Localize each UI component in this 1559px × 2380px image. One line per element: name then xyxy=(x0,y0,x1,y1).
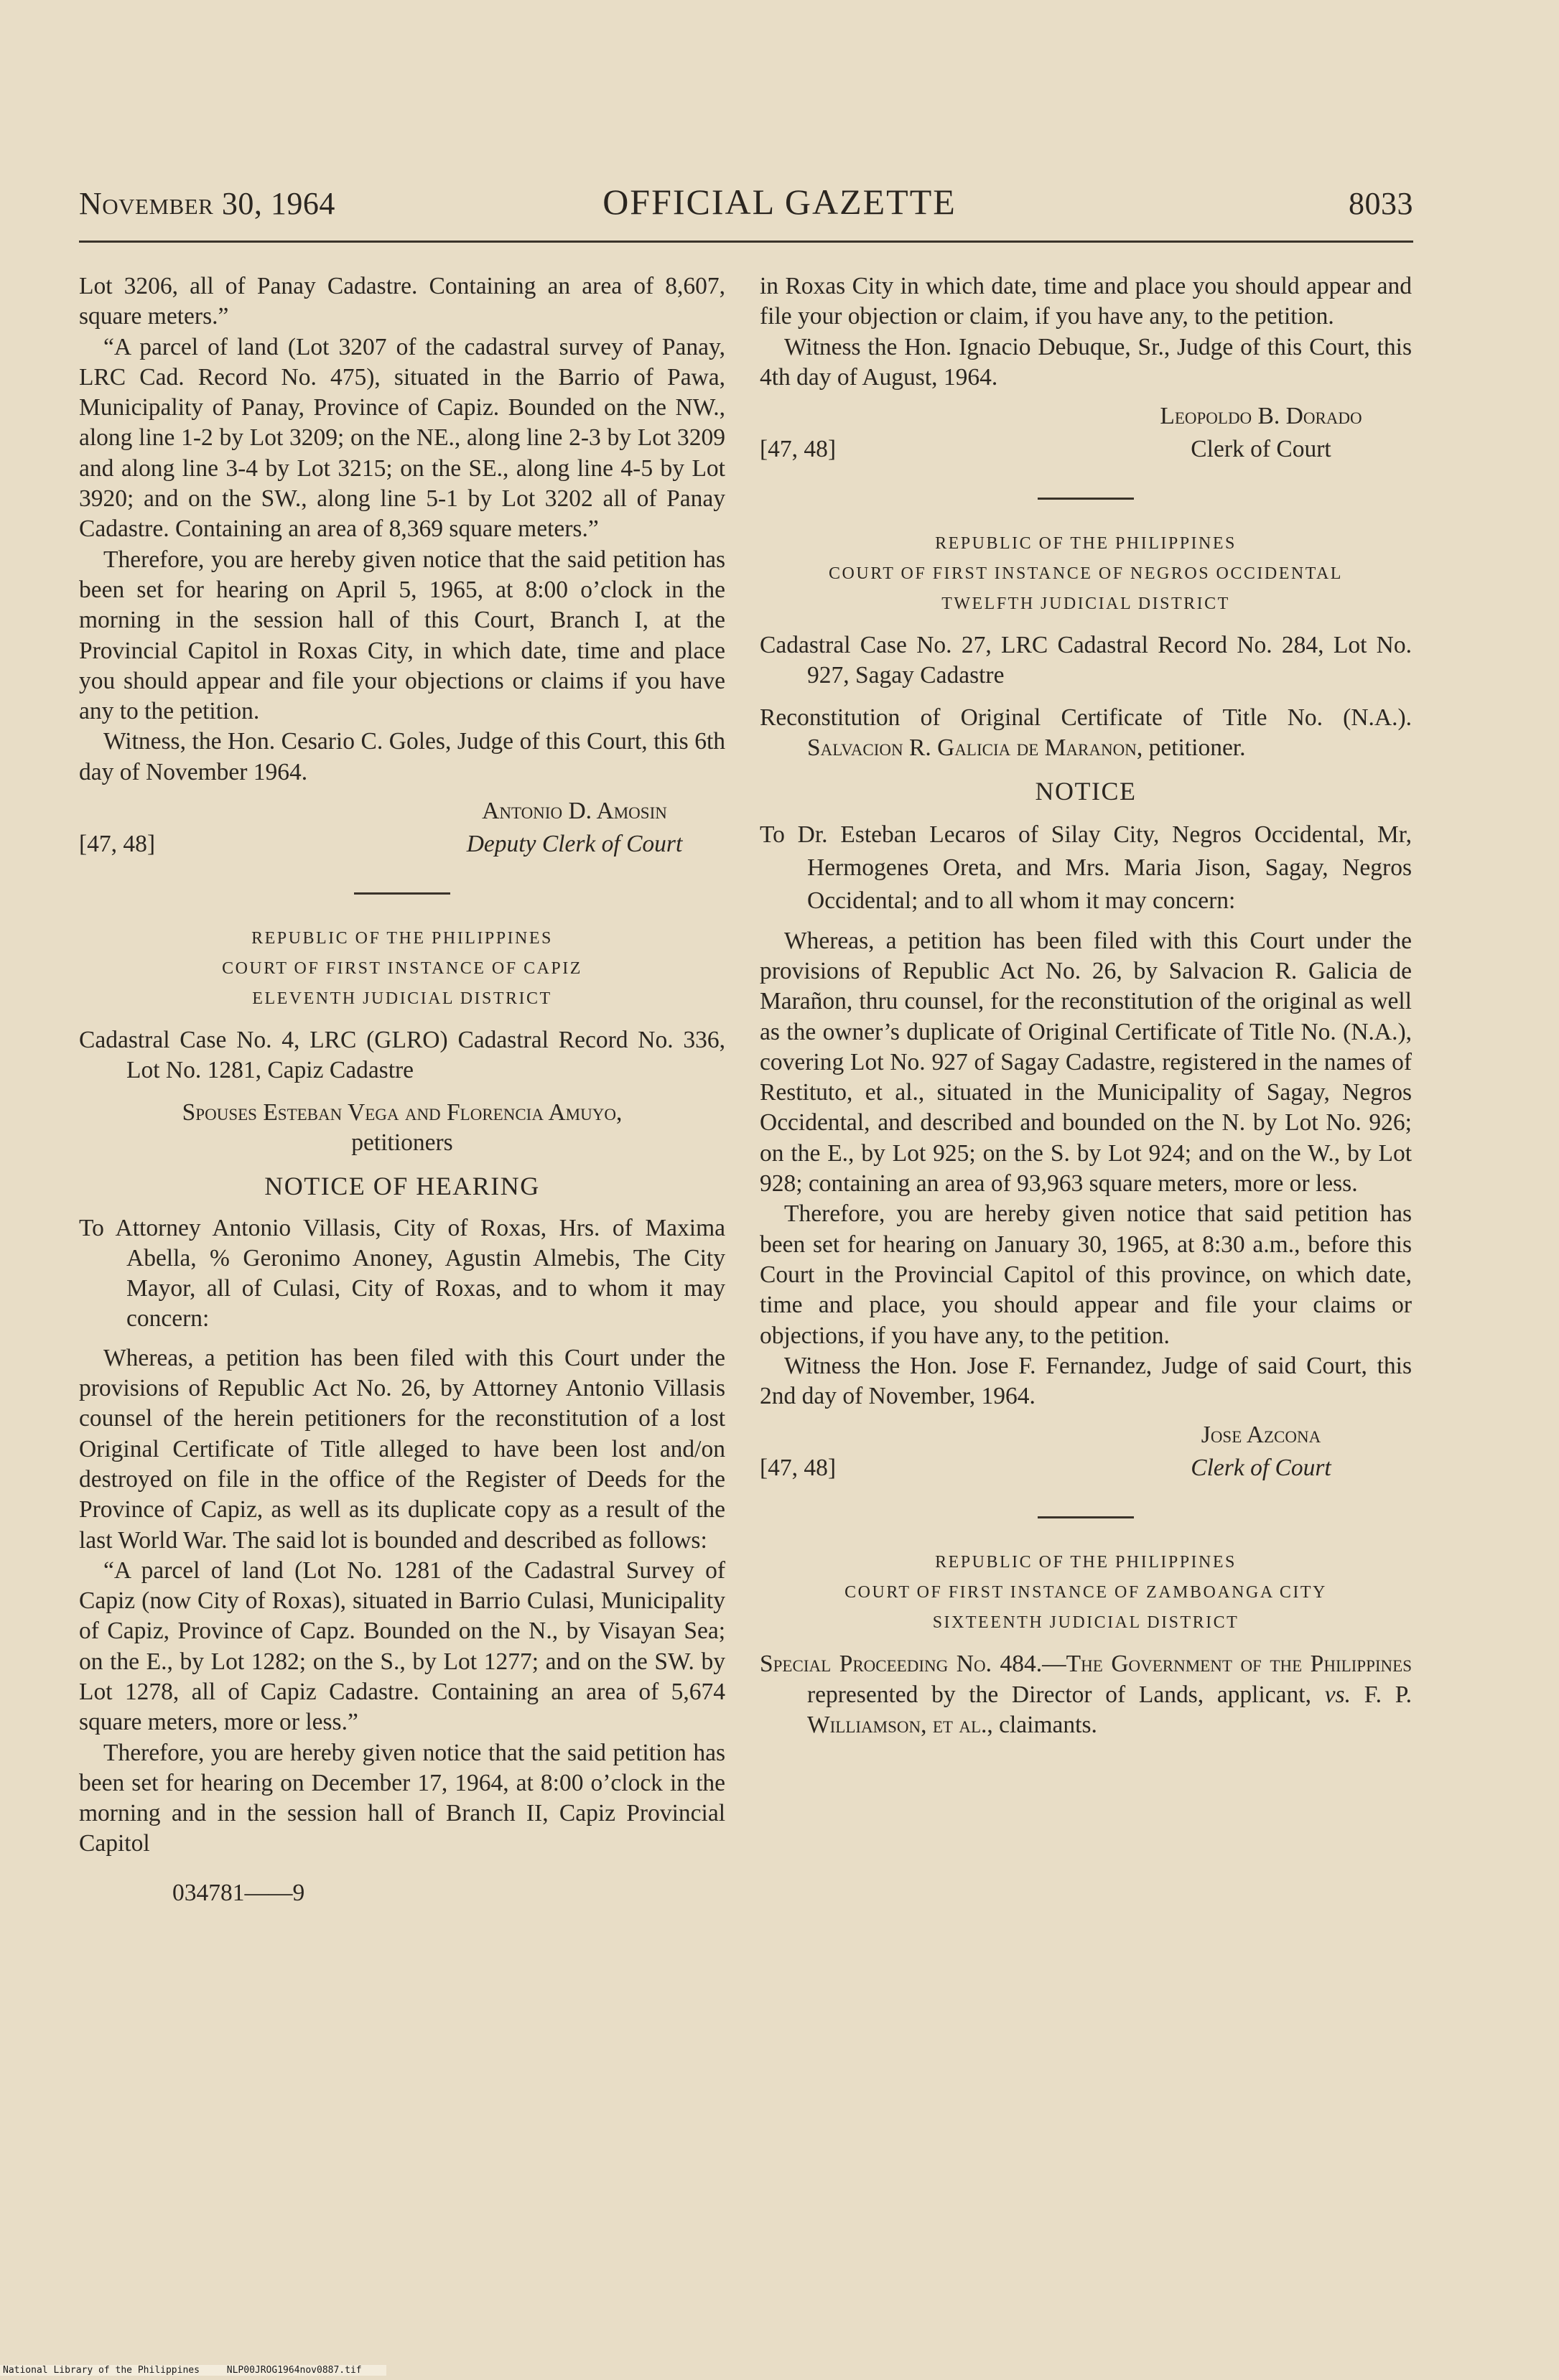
petitioner-role: petitioner. xyxy=(1148,734,1246,762)
sequence-number: 034781——9 xyxy=(172,1879,305,1906)
addressees: To Dr. Esteban Lecaros of Silay City, Negros Occidental, Mr, Hermogenes Oreta, and Mrs. Maria Jison, Sagay, Negros Occidental; and to all whom it may concern: xyxy=(760,821,1412,914)
court-line: REPUBLIC OF THE PHILIPPINES xyxy=(935,1553,1237,1572)
scan-footer xyxy=(0,2365,386,2376)
court-line: REPUBLIC OF THE PHILIPPINES xyxy=(251,929,553,948)
header-page-number: 8033 xyxy=(1349,186,1413,221)
signatory-title: Clerk of Court xyxy=(1191,436,1331,463)
paragraph: “A parcel of land (Lot 3207 of the cadastral survey of Panay, LRC Cad. Record No. 475), situated in the Barrio of Pawa, Municipality of Panay, Province of Capiz. Bounded on the NW., along line 1-2 by Lot 3209; on the NE., along line 2-3 by Lot 3209 and along line 3-4 by Lot 3215; on the SE., along line 4-5 by Lot 3920; and on the SW., along line 5-1 by Lot 3202 all of Panay Cadastre. Containing an area of 8,369 square meters.” xyxy=(79,333,725,543)
paragraph: Witness the Hon. Jose F. Fernandez, Judge of said Court, this 2nd day of November, 1964. xyxy=(760,1352,1412,1410)
issue-reference: [47, 48] xyxy=(760,1455,837,1482)
footer-library: National Library of the Philippines xyxy=(3,2365,200,2376)
case-caption: Cadastral Case No. 27, LRC Cadastral Record No. 284, Lot No. 927, Sagay Cadastre xyxy=(760,632,1412,689)
special-proceeding-caption xyxy=(760,1649,1412,1740)
addressees: To Attorney Antonio Villasis, City of Roxas, Hrs. of Maxima Abella, % Geronimo Anoney, Agustin Almebis, The City Mayor, all of Culasi, City of Roxas, and to whom it may concern: xyxy=(79,1214,725,1333)
paragraph: Lot 3206, all of Panay Cadastre. Containing an area of 8,607, square meters.” xyxy=(79,273,725,330)
case-caption: Cadastral Case No. 4, LRC (GLRO) Cadastral Record No. 336, Lot No. 1281, Capiz Cadastre xyxy=(79,1027,725,1084)
signatory-name: Antonio D. Amosin xyxy=(482,798,667,825)
court-line: COURT OF FIRST INSTANCE OF ZAMBOANGA CITY xyxy=(844,1583,1327,1602)
footer-file: NLP00JROG1964nov0887.tif xyxy=(226,2365,362,2376)
signature-block xyxy=(79,796,725,864)
paragraph: in Roxas City in which date, time and place you should appear and file your objection or claim, if you have any, to the petition. xyxy=(760,273,1412,330)
proceeding-end: claimants. xyxy=(999,1712,1097,1739)
reconstitution-lead: Reconstitution of Original Certificate of Title No. (N.A.). xyxy=(760,704,1412,731)
section-divider xyxy=(354,892,450,895)
court-heading xyxy=(760,528,1412,619)
notice-heading: NOTICE xyxy=(1035,777,1137,806)
header-date: November 30, 1964 xyxy=(79,186,335,221)
court-heading xyxy=(760,1547,1412,1638)
section-divider xyxy=(1038,1516,1134,1518)
court-line: SIXTEENTH JUDICIAL DISTRICT xyxy=(932,1613,1239,1633)
signature-block xyxy=(760,401,1412,469)
signature-block xyxy=(760,1420,1412,1488)
issue-reference: [47, 48] xyxy=(760,436,837,463)
parties xyxy=(79,1098,725,1159)
paragraph: Whereas, a petition has been filed with this Court under the provisions of Republic Act No. 26, by Salvacion R. Galicia de Marañon, thru counsel, for the reconstitution of the original as well as the owner’s duplicate of Original Certificate of Title No. (N.A.), covering Lot No. 927 of Sagay Cadastre, registered in the names of Restituto, et al., situated in the Municipality of Sagay, Negros Occidental, and described and bounded on the N. by Lot No. 926; on the E., by Lot 925; on the S. by Lot 924; and on the W., by Lot 928; containing an area of 93,963 square meters, more or less. xyxy=(760,927,1412,1198)
right-column xyxy=(760,271,1412,1740)
court-line: REPUBLIC OF THE PHILIPPINES xyxy=(935,534,1237,554)
court-heading xyxy=(79,923,725,1014)
parties-role: petitioners xyxy=(351,1129,453,1156)
signatory-title: Clerk of Court xyxy=(1191,1455,1331,1482)
signatory-title: Deputy Clerk of Court xyxy=(466,831,683,858)
court-line: COURT OF FIRST INSTANCE OF CAPIZ xyxy=(222,959,582,979)
court-line: COURT OF FIRST INSTANCE OF NEGROS OCCIDENTAL xyxy=(829,564,1343,584)
paragraph: Witness, the Hon. Cesario C. Goles, Judge of this Court, this 6th day of November 1964. xyxy=(79,728,725,785)
respondent-name: F. P. Williamson, et al., xyxy=(807,1681,1413,1739)
proceeding-middle: represented by the Director of Lands, applicant, xyxy=(807,1681,1311,1708)
versus: vs. xyxy=(1324,1681,1351,1708)
section-divider xyxy=(1038,498,1134,500)
paragraph: Therefore, you are hereby given notice that the said petition has been set for hearing on December 17, 1964, at 8:00 o’clock in the morning and in the session hall of Branch II, Capiz Provincial Capitol xyxy=(79,1739,725,1857)
paragraph: Therefore, you are hereby given notice that the said petition has been set for hearing on April 5, 1965, at 8:00 o’clock in the morning in the session hall of this Court, Branch I, at the Provincial Capitol in Roxas City, in which date, time and place you should appear and file your objections or claims if you have any to the petition. xyxy=(79,546,725,725)
header-rule xyxy=(79,241,1413,243)
paragraph: Therefore, you are hereby given notice that said petition has been set for hearing on January 30, 1965, at 8:30 a.m., before this Court in the Provincial Capitol of this province, on which date, time and place, you should appear and file your claims or objections, if you have any, to the petition. xyxy=(760,1200,1412,1349)
paragraph: “A parcel of land (Lot No. 1281 of the Cadastral Survey of Capiz (now City of Roxas), situated in Barrio Culasi, Municipality of Capiz, Province of Capz. Bounded on the N., by Visayan Sea; on the E., by Lot 1282; on the S., by Lot 1277; and on the SW. by Lot 1278, all of Capiz Cadastre. Containing an area of 5,674 square meters, more or less.” xyxy=(79,1557,725,1736)
parties-names: Spouses Esteban Vega and Florencia Amuyo, xyxy=(182,1098,623,1126)
paragraph: Whereas, a petition has been filed with this Court under the provisions of Republic Act No. 26, by Attorney Antonio Villasis counsel of the herein petitioners for the reconstitution of a lost Original Certificate of Title alleged to have been lost and/on destroyed on file in the office of the Register of Deeds for the Province of Capiz, as well as its duplicate copy as a result of the last World War. The said lot is bounded and described as follows: xyxy=(79,1344,725,1554)
issue-reference: [47, 48] xyxy=(79,831,156,858)
signatory-name: Leopoldo B. Dorado xyxy=(1160,403,1362,430)
signatory-name: Jose Azcona xyxy=(1201,1422,1321,1449)
court-line: ELEVENTH JUDICIAL DISTRICT xyxy=(252,989,552,1009)
proceeding-lead: Special Proceeding No. 484.—The Government of the Philippines xyxy=(760,1651,1412,1678)
paragraph: Witness the Hon. Ignacio Debuque, Sr., Judge of this Court, this 4th day of August, 1964. xyxy=(760,333,1412,391)
notice-heading: NOTICE OF HEARING xyxy=(264,1172,540,1201)
reconstitution-caption xyxy=(760,703,1412,764)
left-column xyxy=(79,271,725,1908)
court-line: TWELFTH JUDICIAL DISTRICT xyxy=(941,594,1230,614)
petitioner-name: Salvacion R. Galicia de Maranon, xyxy=(807,734,1143,762)
header-title: OFFICIAL GAZETTE xyxy=(602,182,957,222)
